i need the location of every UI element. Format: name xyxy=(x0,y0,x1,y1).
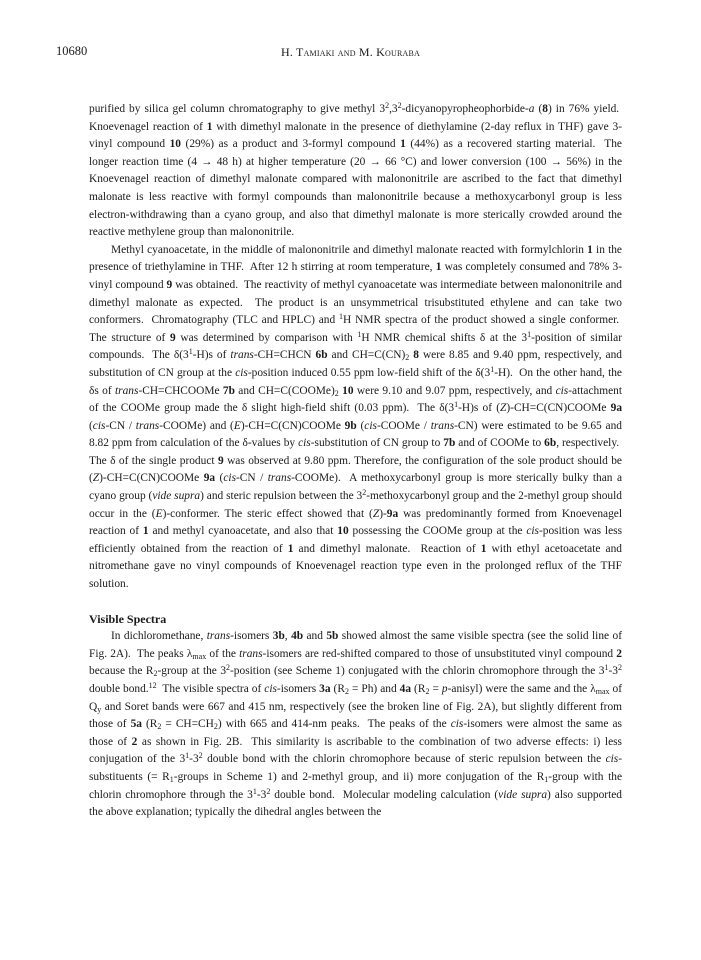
section-heading: Visible Spectra xyxy=(89,611,167,626)
article-body xyxy=(89,101,622,822)
page-header xyxy=(0,44,701,64)
paragraph-2: Methyl cyanoacetate, in the middle of malononitrile and dimethyl malonate reacted with formylchlorin 1 in the presence of triethylamine in THF. After 12 h stirring at room temperature, 1 was completely consumed and 78% 3-vinyl compound 9 was obtained. The reactivity of methyl cyanoacetate was intermediate between malononitrile and dimethyl malonate as expected. The product is an unsymmetrical trisubstituted ethylene and can take two conformers. Chromatography (TLC and HPLC) and $^1$H NMR spectra of the product showed a single conformer. The structure of 9 was determined by comparison with $^1$H NMR chemical shifts δ at the $3^1$-position of similar compounds. The $\delta(3^1-H)s$ of trans-CH=CHCN 6b and $CH=C(CN)_2$ 8 were 8.85 and 9.40 ppm, respectively, and substitution of CN group at the cis-position induced 0.55 ppm low-field shift of the $\delta(3^1-H)$. On the other hand, the δs of trans-CH=CHCOOMe 7b and $CH=C(COOMe)_2$ 10 were 9.10 and 9.07 ppm, respectively, and cis-attachment of the COOMe group made the δ slight high-field shift (0.03 ppm). The $\delta(3^1-H)s$ of (Z)-CH=C(CN)COOMe 9a (cis-CN / trans-COOMe) and (E)-CH=C(CN)COOMe 9b (cis-COOMe / trans-CN) were estimated to be 9.65 and 8.82 ppm from calculation of the δ-values by cis-substitution of CN group to 7b and of COOMe to 6b, respectively. The δ of the single product 9 was observed at 9.80 ppm. Therefore, the configuration of the sole product should be (Z)-CH=C(CN)COOMe 9a (cis-CN / trans-COOMe). A methoxycarbonyl group is more sterically bulky than a cyano group (vide supra) and steric repulsion between the $3^2$-methoxycarbonyl group and the 2-methyl group should occur in the (E)-conformer. The steric effect showed that (Z)-9a was predominantly formed from Knoevenagel reaction of 1 and methyl cyanoacetate, and also that 10 possessing the COOMe group at the cis-position was less efficiently obtained from the reaction of 1 and dimethyl malonate. Reaction of 1 with ethyl acetoacetate and nitromethane gave no vinyl compounds of Knoevenagel reaction type even in the prolonged reflux of the THF solution. xyxy=(89,243,623,591)
running-head: H. Tamiaki and M. Kouraba xyxy=(280,45,420,59)
paragraph-1: purified by silica gel column chromatography to give methyl $3^2,3^2-dicyanopyropheophorbide-a$ (8) in 76% yield. Knoevenagel reaction of 1 with dimethyl malonate in the presence of diethylamine (2-day reflux in THF) gave 3-vinyl compound 10 (29%) as a product and 3-formyl compound 1 (44%) as a recovered starting material. The longer reaction time (4 → 48 h) at higher temperature (20 → 66 °C) and lower conversion (100 → 56%) in the Knoevenagel reaction of dimethyl malonate compared with malononitrile are ascribed to the fact that dimethyl malonate is less reactive with formyl compounds than malononitrile because a methoxycarbonyl group is less electron-withdrawing than a cyano group, and also that dimethyl malonate is more sterically crowded around the reactive methylene group than malononitrile. xyxy=(89,101,622,239)
page-number: 10680 xyxy=(56,44,88,58)
paragraph-3: In dichloromethane, trans-isomers 3b, 4b and 5b showed almost the same visible spectra (see the solid line of Fig. 2A). The peaks $\lambda_{max}$ of the trans-isomers are red-shifted compared to those of unsubstituted vinyl compound 2 because the $R_2$-group at the $3^2$-position (see Scheme 1) conjugated with the chlorin chromophore through the $3^1-3^2$ double bond.$^{12}$ The visible spectra of cis-isomers 3a $(R_2 = Ph)$ and 4a ($R_2$ = p-anisyl) were the same and the $\lambda_{max}$ of $Q_y$ and Soret bands were 667 and 415 nm, respectively (see the broken line of Fig. 2A), but slightly different from those of 5a $(R_2 = CH=CH_2)$ with 665 and 414-nm peaks. The peaks of the cis-isomers were almost the same as those of 2 as shown in Fig. 2B. This similarity is ascribable to the combination of two adverse effects: i) less conjugation of the $3^1-3^2$ double bond with the chlorin chromophore because of steric repulsion between the cis-substituents (= $R_1$-groups in Scheme 1) and 2-methyl group, and ii) more conjugation of the $R_1$-group with the chlorin chromophore through the $3^1-3^2$ double bond. Molecular modeling calculation (vide supra) also supported the above explanation; typically the dihedral angles between the xyxy=(89,630,623,819)
